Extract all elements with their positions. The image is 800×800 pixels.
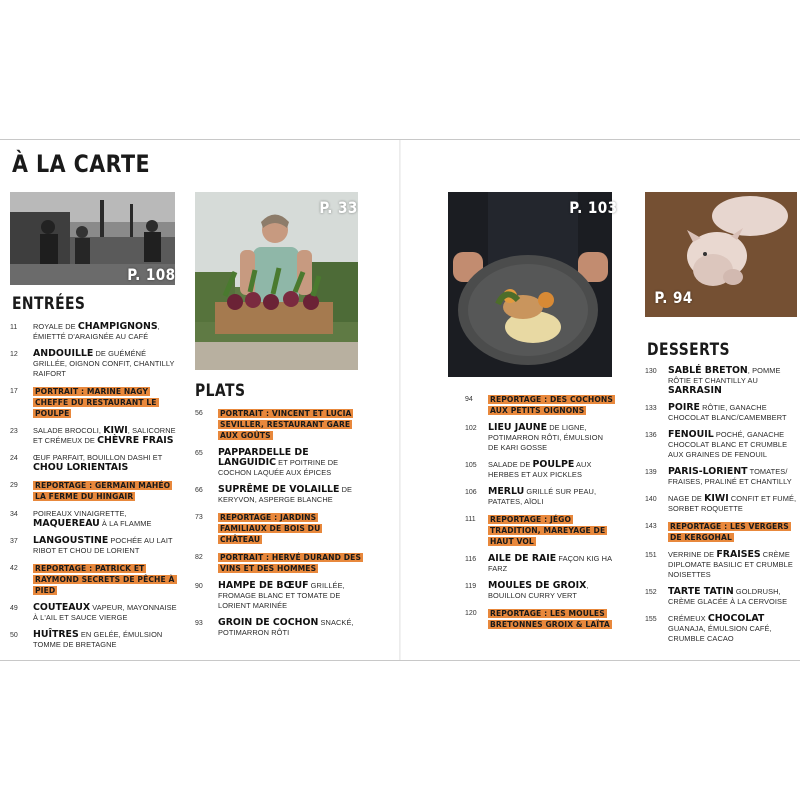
- dish-name: SABLÉ BRETON: [668, 365, 748, 376]
- page-tag: P. 33: [319, 198, 358, 217]
- dish-name: AILE DE RAIE: [488, 553, 557, 564]
- entry-text: [488, 554, 615, 574]
- entry-description: POCHÉE AU LAIT RIBOT ET CHOU DE LORIENT: [33, 536, 173, 555]
- dish-name: POULPE: [532, 459, 575, 470]
- page-number: 140: [645, 496, 657, 503]
- entry-description: À LA FLAMME: [99, 519, 152, 528]
- page-number: 56: [195, 410, 203, 417]
- recipe-entry: [645, 550, 798, 580]
- entry-description: , BOUILLON CURRY VERT: [488, 581, 589, 600]
- entry-text: [218, 552, 363, 574]
- dish-name: FENOUIL: [668, 429, 714, 440]
- recipe-entry: [465, 460, 615, 480]
- page-number: 29: [10, 482, 18, 489]
- entry-text: [218, 448, 363, 478]
- dish-name: ANDOUILLE: [33, 348, 94, 359]
- recipe-entry: [645, 467, 798, 487]
- entry-text: [668, 467, 798, 487]
- report-title: REPORTAGE : PATRICK ET RAYMOND SECRETS DE PÊCHE À PIED: [35, 564, 175, 595]
- entrees-list: [10, 322, 178, 657]
- recipe-entry: [10, 509, 178, 529]
- recipe-entry: [465, 487, 615, 507]
- report-title: REPORTAGE : LES VERGERS DE KERGOHAL: [670, 522, 789, 542]
- desserts-list: [645, 366, 798, 651]
- page-number: 136: [645, 432, 657, 439]
- entry-text: [488, 460, 615, 480]
- entry-text: [668, 366, 798, 396]
- recipe-entry: [465, 581, 615, 601]
- entry-description: EN GELÉE, ÉMULSION TOMME DE BRETAGNE: [33, 630, 163, 649]
- report-entry: [195, 552, 363, 574]
- report-entry: [195, 512, 363, 545]
- entry-description: GOLDRUSH, CRÈME GLACÉE À LA CERVOISE: [668, 587, 788, 606]
- dish-name: FRAISES: [716, 549, 761, 560]
- page-tag: P. 94: [654, 288, 693, 307]
- dish-name: SUPRÊME DE VOLAILLE: [218, 484, 340, 495]
- entry-prefix: SALADE DE: [488, 460, 533, 469]
- entry-description: DE KERYVON, ASPERGE BLANCHE: [218, 485, 353, 504]
- entry-prefix: SALADE BROCOLI,: [33, 426, 104, 435]
- dish-name: MOULES DE GROIX: [488, 580, 587, 591]
- entry-text: [218, 581, 363, 611]
- report-title: REPORTAGE : JÉGO TRADITION, MAREYAGE DE HAUT VOL: [490, 515, 606, 546]
- dish-name: LANGOUSTINE: [33, 535, 109, 546]
- entry-text: [488, 514, 615, 547]
- page-tag: P. 103: [569, 198, 618, 217]
- recipe-entry: [465, 423, 615, 453]
- page-number: 151: [645, 552, 657, 559]
- page-number: 152: [645, 589, 657, 596]
- page-number: 155: [645, 616, 657, 623]
- recipe-entry: [10, 322, 178, 342]
- page-tag: P. 108: [127, 265, 176, 284]
- entry-text: [33, 349, 178, 379]
- entry-text: [33, 386, 178, 419]
- entry-text: [218, 485, 363, 505]
- recipe-entry: [645, 430, 798, 460]
- recipe-entry: [10, 453, 178, 473]
- dish-name: PAPPARDELLE DE LANGUIDIC: [218, 447, 309, 468]
- desserts-heading: DESSERTS: [647, 340, 731, 360]
- page-number: 93: [195, 620, 203, 627]
- entry-text: [488, 423, 615, 453]
- report-entry: [465, 608, 615, 630]
- report-entry: [10, 386, 178, 419]
- entry-text: [668, 614, 798, 644]
- entry-description: TOMATES/ FRAISES, PRALINÉ ET CHANTILLY: [668, 467, 792, 486]
- page-number: 143: [645, 523, 657, 530]
- dish-name: KIWI: [704, 493, 729, 504]
- page-title: À LA CARTE: [12, 150, 151, 178]
- recipe-entry: [645, 366, 798, 396]
- recipe-entry: [645, 614, 798, 644]
- recipe-entry: [195, 618, 363, 638]
- dish-name: LIEU JAUNE: [488, 422, 548, 433]
- entry-text: [668, 494, 798, 514]
- recipe-entry: [10, 426, 178, 446]
- entry-text: [33, 630, 178, 650]
- entry-text: [33, 603, 178, 623]
- dish-name: TARTE TATIN: [668, 586, 734, 597]
- dish-name: CHOCOLAT: [707, 613, 765, 624]
- plated-dish-photo: [448, 192, 612, 377]
- entry-text: [218, 408, 363, 441]
- entry-description: GRILLÉE, FROMAGE BLANC ET TOMATE DE LORIENT MARINÉE: [218, 581, 345, 610]
- entry-text: [488, 487, 615, 507]
- entry-text: [488, 608, 615, 630]
- page-number: 111: [465, 516, 476, 523]
- entry-text: [488, 394, 615, 416]
- report-title: PORTRAIT : MARINE NAGY CHEFFE DU RESTAURANT LE POULPE: [35, 387, 157, 418]
- recipe-entry: [10, 536, 178, 556]
- entry-description: ET POITRINE DE COCHON LAQUÉE AUX ÉPICES: [218, 458, 339, 477]
- entry-text: [33, 453, 178, 473]
- page-number: 130: [645, 368, 657, 375]
- entry-description: GUANAJA, ÉMULSION CAFÉ, CRUMBLE CACAO: [668, 624, 772, 643]
- entry-text: [668, 521, 798, 543]
- page-number: 11: [10, 324, 18, 331]
- entry-description: FAÇON KIG HA FARZ: [488, 554, 612, 573]
- recipe-entry: [195, 485, 363, 505]
- page-number: 119: [465, 583, 477, 590]
- dish-name: PARIS-LORIENT: [668, 466, 748, 477]
- page-number: 66: [195, 487, 203, 494]
- entry-description: RÔTIE, GANACHE CHOCOLAT BLANC/CAMEMBERT: [668, 403, 787, 422]
- page-number: 120: [465, 610, 477, 617]
- entry-description: CONFIT ET FUMÉ, SORBET ROQUETTE: [668, 494, 797, 513]
- entry-prefix: VERRINE DE: [668, 550, 717, 559]
- page-number: 94: [465, 396, 473, 403]
- bottom-rule: [0, 660, 800, 661]
- dish-name: CHOU LORIENTAIS: [33, 462, 129, 473]
- report-title: REPORTAGE : GERMAIN MAHÉO LA FERME DU HINGAIR: [35, 481, 171, 501]
- entry-text: [668, 403, 798, 423]
- entry-prefix: ŒUF PARFAIT, BOUILLON DASHI ET: [33, 453, 163, 462]
- report-entry: [465, 514, 615, 547]
- page-number: 42: [10, 565, 18, 572]
- recipe-entry: [645, 587, 798, 607]
- recipe-entry: [645, 494, 798, 514]
- page-number: 23: [10, 428, 18, 435]
- entry-text: [218, 618, 363, 638]
- page-number: 50: [10, 632, 18, 639]
- entry-text: [488, 581, 615, 601]
- entry-prefix: NAGE DE: [668, 494, 705, 503]
- recipe-entry: [465, 554, 615, 574]
- entry-prefix: ROYALE DE: [33, 322, 78, 331]
- report-title: REPORTAGE : JARDINS FAMILIAUX DE BOIS DU CHÂTEAU: [220, 513, 321, 544]
- plats-list: [195, 408, 363, 645]
- page-number: 90: [195, 583, 203, 590]
- page-number: 24: [10, 455, 18, 462]
- entry-text: [668, 587, 798, 607]
- entry-description: , ÉMIETTÉ D'ARAIGNÉE AU CAFÉ: [33, 322, 160, 341]
- report-title: REPORTAGE : DES COCHONS AUX PETITS OIGNONS: [490, 395, 613, 415]
- report-title: PORTRAIT : VINCENT ET LUCIA SEVILLER, RESTAURANT GARE AUX GOÛTS: [220, 409, 352, 440]
- entry-description: VAPEUR, MAYONNAISE À L'AIL ET SAUCE VIERGE: [33, 603, 177, 622]
- report-entry: [10, 480, 178, 502]
- page-number: 49: [10, 605, 18, 612]
- page-number: 82: [195, 554, 203, 561]
- page-number: 116: [465, 556, 477, 563]
- entry-text: [33, 480, 178, 502]
- page-number: 106: [465, 489, 477, 496]
- page-number: 105: [465, 462, 477, 469]
- entry-text: [33, 322, 178, 342]
- dish-name-secondary: CHÈVRE FRAIS: [97, 435, 174, 446]
- recipe-entry: [195, 448, 363, 478]
- entry-text: [668, 550, 798, 580]
- entry-text: [33, 563, 178, 596]
- page-number: 102: [465, 425, 477, 432]
- page-number: 17: [10, 388, 18, 395]
- entry-description: CRÈME DIPLOMATE BASILIC ET CRUMBLE NOISETTES: [668, 550, 793, 579]
- dish-name: KIWI: [103, 425, 128, 436]
- entry-text: [668, 430, 798, 460]
- entry-description: GRILLÉ SUR PEAU, PATATES, AÏOLI: [488, 487, 597, 506]
- dish-name: POIRE: [668, 402, 700, 413]
- dish-name: MERLU: [488, 486, 525, 497]
- recipe-entry: [10, 349, 178, 379]
- plats-heading: PLATS: [195, 381, 246, 401]
- recipe-entry: [10, 630, 178, 650]
- report-entry: [10, 563, 178, 596]
- report-title: PORTRAIT : HERVÉ DURAND DES VINS ET DES HOMMES: [220, 553, 362, 573]
- entry-description: , SALICORNE ET CRÉMEUX DE: [33, 426, 176, 445]
- entry-description: DE GUÉMÉNÉ GRILLÉE, OIGNON CONFIT, CHANTILLY RAIFORT: [33, 349, 175, 378]
- report-entry: [645, 521, 798, 543]
- page-number: 34: [10, 511, 18, 518]
- book-gutter: [399, 140, 401, 660]
- entry-text: [218, 512, 363, 545]
- entry-text: [33, 509, 178, 529]
- entry-description: AUX HERBES ET AUX PICKLES: [488, 460, 592, 479]
- report-title: REPORTAGE : LES MOULES BRETONNES GROIX & LAÏTA: [490, 609, 610, 629]
- entry-description: , POMME RÔTIE ET CHANTILLY AU: [668, 366, 781, 385]
- dish-name: CHAMPIGNONS: [77, 321, 158, 332]
- recipe-entry: [10, 603, 178, 623]
- page-number: 133: [645, 405, 657, 412]
- farmer-with-beets-photo: [195, 192, 358, 370]
- plats-list-continued: [465, 394, 615, 637]
- report-entry: [195, 408, 363, 441]
- recipe-entry: [195, 581, 363, 611]
- entry-description: SNACKÉ, POTIMARRON RÔTI: [218, 618, 354, 637]
- dish-name: COUTEAUX: [33, 602, 91, 613]
- page-number: 139: [645, 469, 657, 476]
- page-number: 12: [10, 351, 18, 358]
- entry-prefix: CRÉMEUX: [668, 614, 708, 623]
- recipe-entry: [645, 403, 798, 423]
- dish-name: MAQUEREAU: [33, 518, 100, 529]
- page-number: 37: [10, 538, 18, 545]
- entry-description: POCHÉ, GANACHE CHOCOLAT BLANC ET CRUMBLE AUX GRAINES DE FENOUIL: [668, 430, 788, 459]
- entrees-heading: ENTRÉES: [12, 294, 86, 314]
- dish-name: HAMPE DE BŒUF: [218, 580, 309, 591]
- dish-name: GROIN DE COCHON: [218, 617, 319, 628]
- entry-description: DE LIGNE, POTIMARRON RÔTI, ÉMULSION DE KARI GOSSE: [488, 423, 604, 452]
- entry-text: [33, 426, 178, 446]
- entry-prefix: POIREAUX VINAIGRETTE,: [33, 509, 127, 518]
- page-number: 73: [195, 514, 203, 521]
- dish-name: HUÎTRES: [33, 629, 79, 640]
- dish-name-secondary: SARRASIN: [668, 385, 722, 396]
- report-entry: [465, 394, 615, 416]
- entry-text: [33, 536, 178, 556]
- page-number: 65: [195, 450, 203, 457]
